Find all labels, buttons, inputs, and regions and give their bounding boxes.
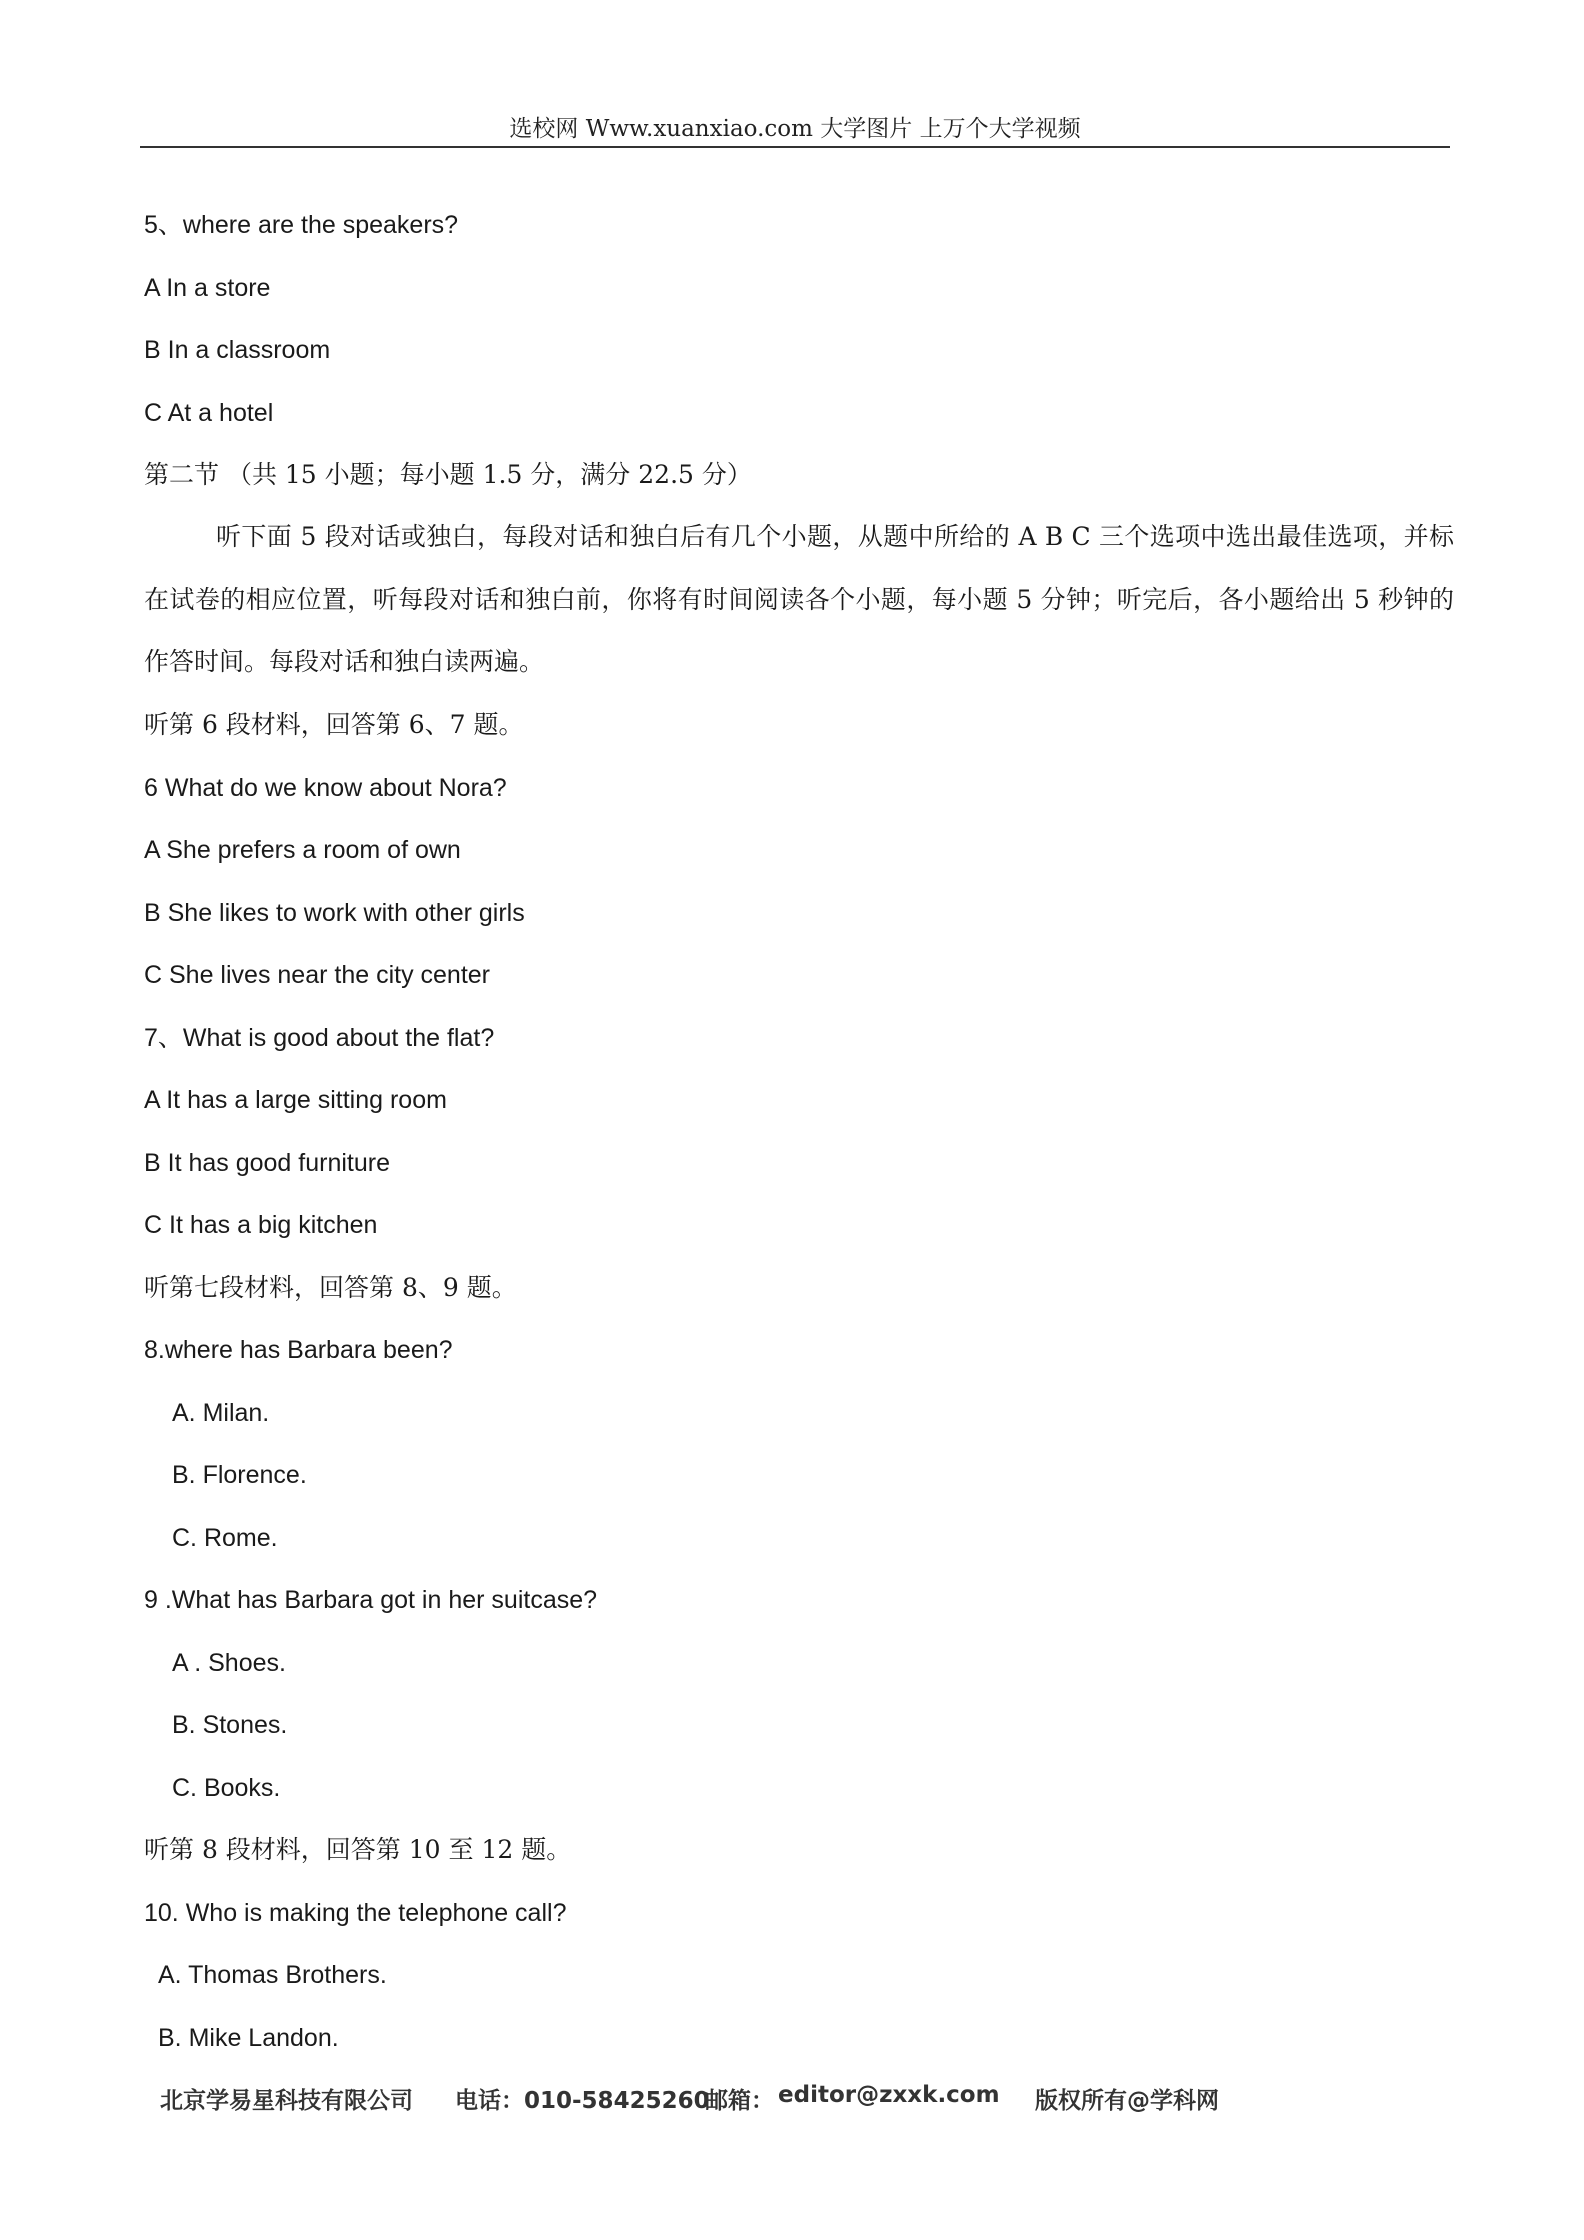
footer-email: editor@zxxk.com	[778, 2082, 1000, 2108]
question-9-option-b: B. Stones.	[172, 1711, 288, 1739]
question-6-option-b: B She likes to work with other girls	[144, 899, 525, 927]
question-5-option-b: B In a classroom	[144, 336, 331, 364]
question-9: 9 .What has Barbara got in her suitcase?	[144, 1586, 598, 1614]
question-7: 7、What is good about the flat?	[144, 1024, 495, 1052]
question-9-option-a: A . Shoes.	[172, 1649, 286, 1677]
question-6: 6 What do we know about Nora?	[144, 774, 507, 802]
footer-copyright: 版权所有@学科网	[1035, 2088, 1219, 2114]
question-8-option-a: A. Milan.	[172, 1399, 270, 1427]
section-2-instructions: 听下面 5 段对话或独白，每段对话和独白后有几个小题，从题中所给的 A B C 三个选项中选出最佳选项，并标在试卷的相应位置，听每段对话和独白前，你将有时间阅读各个小题，每小题 5 分钟；听完后，各小题给出 5 秒钟的作答时间。每段对话和独白读两遍。	[144, 522, 1454, 676]
material-8-heading: 听第 8 段材料，回答第 10 至 12 题。	[144, 1835, 572, 1864]
question-6-option-a: A She prefers a room of own	[144, 836, 461, 864]
material-7-heading: 听第七段材料，回答第 8、9 题。	[144, 1273, 517, 1302]
section-2-title: 第二节 （共 15 小题；每小题 1.5 分，满分 22.5 分）	[144, 460, 752, 489]
question-8: 8.where has Barbara been?	[144, 1336, 453, 1364]
footer-phone: 电话：010-58425260	[455, 2088, 710, 2114]
question-8-option-c: C. Rome.	[172, 1524, 278, 1552]
question-8-option-b: B. Florence.	[172, 1461, 307, 1489]
footer-company: 北京学易星科技有限公司	[160, 2088, 413, 2114]
header-divider	[140, 146, 1450, 148]
question-5-option-a: A In a store	[144, 274, 271, 302]
question-5-option-c: C At a hotel	[144, 399, 274, 427]
page-header: 选校网 Www.xuanxiao.com 大学图片 上万个大学视频	[509, 116, 1081, 142]
question-10-option-a: A. Thomas Brothers.	[158, 1961, 387, 1989]
question-7-option-c: C It has a big kitchen	[144, 1211, 378, 1239]
question-10-option-b: B. Mike Landon.	[158, 2024, 339, 2052]
footer-email-label: 邮箱：	[705, 2088, 774, 2114]
question-7-option-b: B It has good furniture	[144, 1149, 390, 1177]
question-7-option-a: A It has a large sitting room	[144, 1086, 447, 1114]
question-6-option-c: C She lives near the city center	[144, 961, 490, 989]
question-5: 5、where are the speakers?	[144, 211, 459, 239]
material-6-heading: 听第 6 段材料，回答第 6、7 题。	[144, 710, 524, 739]
question-9-option-c: C. Books.	[172, 1774, 281, 1802]
question-10: 10. Who is making the telephone call?	[144, 1899, 567, 1927]
